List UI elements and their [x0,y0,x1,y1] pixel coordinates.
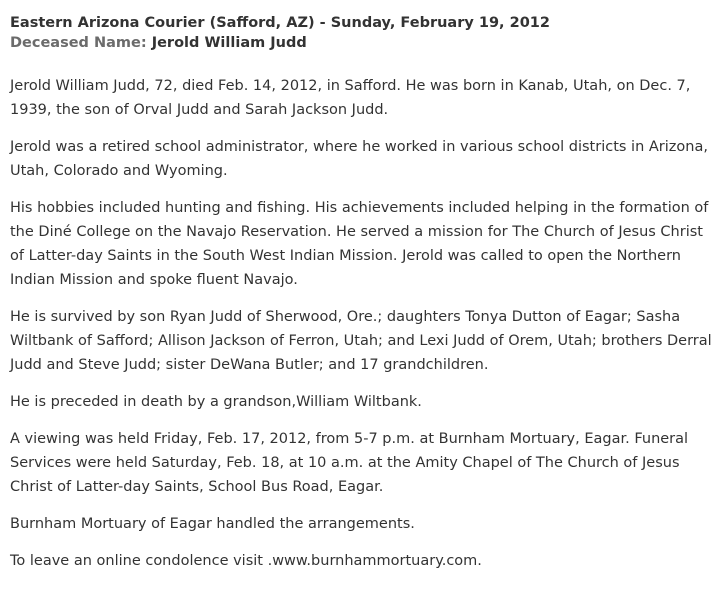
paragraph-preceded: He is preceded in death by a grandson,William Wiltbank. [10,394,422,410]
obituary-body [10,74,712,573]
deceased-name-value: Jerold William Judd [151,35,307,51]
publication-header [10,13,712,33]
paragraph-career: Jerold was a retired school administrator, where he worked in various school districts in Arizona, Utah, Colorado and Wyoming. [10,139,708,179]
publication-date: Sunday, February 19, 2012 [330,15,550,31]
paragraph-arrangements: Burnham Mortuary of Eagar handled the arrangements. [10,516,415,532]
deceased-name-line [10,33,712,53]
paragraph-death-birth: Jerold William Judd, 72, died Feb. 14, 2012, in Safford. He was born in Kanab, Utah, on Dec. 7, 1939, the son of Orval Judd and Sarah Jackson Judd. [10,78,691,118]
paragraph-survivors: He is survived by son Ryan Judd of Sherwood, Ore.; daughters Tonya Dutton of Eagar; Sasha Wiltbank of Safford; Allison Jackson of Ferron, Utah; and Lexi Judd of Orem, Utah; brothers Derral Judd and Steve Judd; sister DeWana Butler; and 17 grandchildren. [10,309,712,373]
paragraph-services: A viewing was held Friday, Feb. 17, 2012, from 5-7 p.m. at Burnham Mortuary, Eagar. Funeral Services were held Saturday, Feb. 18, at 10 a.m. at the Amity Chapel of The Church of Jesus Christ of Latter-day Saints, School Bus Road, Eagar. [10,431,689,495]
paragraph-condolence: To leave an online condolence visit .www.burnhammortuary.com. [10,553,482,569]
deceased-name-label: Deceased Name: [10,35,147,51]
header-separator: - [314,15,331,31]
publication-name: Eastern Arizona Courier (Safford, AZ) [10,15,315,31]
paragraph-hobbies: His hobbies included hunting and fishing. His achievements included helping in the formation of the Diné College on the Navajo Reservation. He served a mission for The Church of Jesus Christ of Latter-day Saints in the South West Indian Mission. Jerold was called to open the Northern Indian Mission and spoke fluent Navajo. [10,200,709,288]
